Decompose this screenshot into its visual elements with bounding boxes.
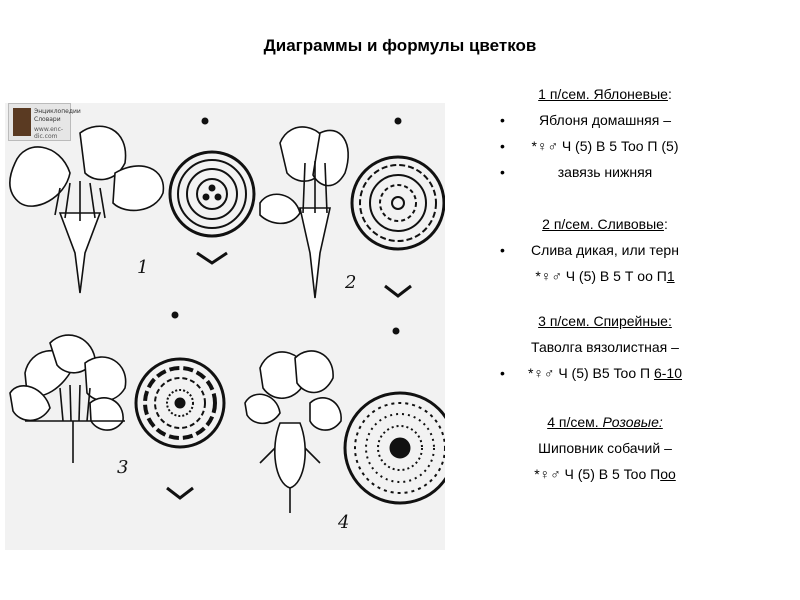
bullet: • [500,365,505,381]
family-2-heading-suffix: : [663,216,668,232]
figure-label-3: 3 [117,457,129,478]
family-2-formula-text: *♀♂ Ч (5) В 5 Т оо П [535,268,667,284]
family-4-heading-text [547,414,663,430]
family-4-heading-italic: Розовые: [602,414,663,430]
family-2-heading-text: 2 п/сем. Сливовые [542,216,664,232]
family-1-item-1: Яблоня домашняя – [539,112,671,128]
family-1-item-3: завязь нижняя [557,164,653,180]
book-icon [13,108,31,136]
flower-diagrams-figure [5,103,445,550]
family-2-formula-underlined: 1 [666,268,675,284]
logo-line-1: Энциклопедии [34,108,81,115]
family-3-formula [460,365,750,381]
family-2-item-1: Слива дикая, или терн [531,242,679,258]
family-4-heading-prefix: 4 п/сем. [547,414,603,430]
family-3-item-1: Таволга вязолистная – [531,339,679,355]
family-4-item-1: Шиповник собачий – [538,440,672,456]
family-3-formula-underlined: 6-10 [653,365,683,381]
family-1-heading-suffix: : [667,86,672,102]
slide-title: Диаграммы и формулы цветков [263,36,537,55]
family-4-formula [460,466,750,482]
bullet: • [500,242,505,258]
bullet: • [500,164,505,180]
family-4-heading [460,414,750,430]
family-1-heading-text: 1 п/сем. Яблоневые [538,86,668,102]
figure-label-4: 4 [338,512,350,533]
family-3-heading [460,313,750,329]
logo-line-2: Словари [34,116,61,123]
bullet: • [500,138,505,154]
family-4-formula-text: *♀♂ Ч (5) В 5 Too П [534,466,661,482]
family-2-formula [460,268,750,284]
logo-line-3: www.enc-dic.com [34,126,64,140]
encyclopedia-logo [8,103,81,141]
family-2-heading [460,216,750,232]
family-3-heading-text: 3 п/сем. Спирейные: [538,313,672,329]
flower-diagrams-drawing [5,103,445,550]
family-1-formula: *♀♂ Ч (5) В 5 Too П (5) [531,138,679,154]
bullet: • [500,112,505,128]
family-1-heading [460,86,750,102]
family-4-formula-underlined: oo [660,466,676,482]
figure-label-2: 2 [345,272,357,293]
figure-label-1: 1 [137,257,149,278]
family-3-formula-text: *♀♂ Ч (5) В5 Too П [527,365,654,381]
